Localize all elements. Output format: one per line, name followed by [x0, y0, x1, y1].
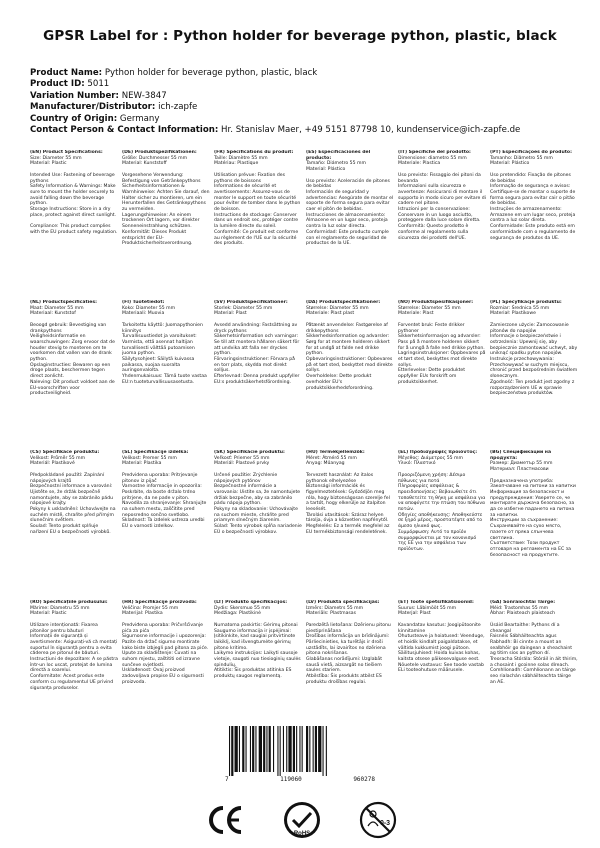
info-value: 5011 [87, 79, 110, 90]
ce-mark-icon [205, 800, 245, 844]
barcode-digit-group: 119060 [280, 776, 302, 783]
spec-heading: (GA) Sonraíochtaí Táirge: [490, 600, 556, 605]
barcode-bar [259, 726, 262, 772]
spec-heading: (LT) Produkto specifikacijos: [214, 600, 288, 605]
barcode-bar [269, 726, 271, 772]
barcode-bar [318, 726, 321, 772]
barcode-digits [225, 776, 375, 783]
barcode-bar [239, 726, 240, 772]
spec-heading: (NO) Produktspesifikasjoner: [398, 300, 474, 305]
rohs-label: RoHS [293, 831, 311, 837]
spec-text: Velikost: Premer 55 mm Material: Plastika Predvidena uporaba: Pritrjevanje pitonov iz pijač Varnostne informacije in opozorila: Poskrbite, da boste držalo trdno pritrjene, da ne pade v piton. Navodila za shranjevanje: Shranjujte na suhem mestu, zaščitite pred neposredno sončno svetlobo. Skladnost: Ta izdelek ustreza uredbi EU o varnosti izdelkov. [122, 455, 207, 530]
spec-text: Dydis: Skersmuo 55 mm Medžiaga: Plastikinė Numatoma paskirtis: Gėrimų pitonai Saugumo informacija ir įspėjimai: Įsitikinkite, kad saugiai pritvirtinote laikiklį, kad išvengtumėte gėrimų pitono kritimo. Laikymo instrukcijos: Laikyti sausoje vietoje, saugoti nuo tiesioginių saulės spindulių. Atitiktis: Šis produktas atitinka ES produktų saugos reglamentą. [214, 605, 301, 680]
not-for-children-icon [358, 800, 398, 844]
barcode-bar [299, 726, 300, 772]
spec-section [30, 150, 118, 236]
barcode-digit-group: 960278 [353, 776, 375, 783]
info-row [30, 79, 580, 90]
barcode-bar [273, 726, 274, 772]
spec-section [214, 600, 302, 680]
barcode-bar [252, 726, 254, 772]
spec-text: Storlek: Diameter 55 mm Material: Plast Avsedd användning: Fastsättning av dryck pythons Säkerhetsinformation och varningar: Se till att montera hållaren säkert för att undvika att falla ner dryckes python. Förvaringsinstruktioner: Förvara på en torr plats, skydda mot direkt solljus. Efterlevnad: Denna produkt uppfyller EU:s produktsäkerhetsförordning. [214, 305, 300, 385]
barcode-bar [296, 726, 297, 772]
barcode-bar [280, 726, 281, 776]
barcode-bar [235, 726, 238, 772]
compliance-marks [0, 800, 600, 844]
barcode-bar [246, 726, 247, 772]
barcode-bar [302, 726, 303, 772]
info-label: Contact Person & Contact Information: [30, 125, 219, 136]
spec-section [490, 450, 578, 558]
spec-section [306, 300, 394, 391]
spec-section [490, 300, 578, 397]
spec-heading: (HU) Termékjellemzők: [306, 450, 365, 455]
info-value: Hr. Stanislav Maer, +49 5151 87798 10, kundenservice@ich-zapfe.de [221, 125, 521, 136]
spec-section [398, 300, 486, 386]
spec-text: Veličina: Promjer 55 mm Materijal: Plastika Predviđena uporaba: Pričvršćivanje pića za pića Sigurnosne informacije i upozorenja: Pazite da držač sigurno montirate kako biste izbjegli pad pitona za piće. Upute za skladištenje: Čuvati na suhom mjestu, zaštititi od izravne sunčeve svjetlosti. Usklađenost: Ovaj proizvod zadovoljava propise EU o sigurnosti proizvoda. [122, 605, 209, 685]
barcode-bar [293, 726, 295, 772]
spec-heading: (BG) Спецификации на продукта: [490, 450, 552, 461]
spec-section [306, 450, 394, 536]
barcode-bar [326, 726, 327, 776]
spec-section [214, 300, 302, 386]
spec-text: Méret: Átmérő 55 mm Anyag: Műanyag Tervezett használat: Az italos pythonok elhelyezése Biztonsági információk és figyelmeztetések: Győződjön meg róla, hogy biztonságosan szerelje fel a tartót, hogy elkerülje az italpiton leesését. Tárolási utasítások: Száraz helyen tárolja, óvja a közvetlen napfénytől. Megfelelés: Ez a termék megfelel az EU termékbiztonsági rendeletének. [306, 455, 390, 535]
info-row [30, 102, 580, 113]
spec-text: Koko: Diameter 55 mm Materiaali: Muovia Tarkoitettu käyttö: Juomapythonien kiinnitys Turvallisuustiedot ja varoitukset: Varmista, että asennat haltijan turvallisesti välttää putoamisen juoma python. Säilytysohjeet: Säilytä kuivassa paikassa, suojaa suoralta auringonvalolta. Yhdenmukaisuus: Tämä tuote vastaa EU:n tuoteturvallisuusasetusta. [122, 305, 207, 385]
info-row [30, 114, 580, 125]
spec-heading: (SL) Specifikacije izdelka: [122, 450, 189, 455]
spec-heading: (DA) Produktspecifikationer: [306, 300, 381, 305]
spec-heading: (ET) Toote spetsifikatsioonid: [398, 600, 474, 605]
info-value: Germany [119, 113, 160, 124]
spec-heading: (DE) Produktspezifikationen: [122, 150, 197, 155]
spec-heading: (PL) Specyfikacje produktu: [490, 300, 562, 305]
spec-heading: (EN) Product Specifications: [30, 150, 103, 155]
age-warning-label: 0-3 [379, 820, 391, 827]
barcode-bar [266, 726, 267, 772]
barcode-bar [283, 726, 284, 772]
rohs-icon [282, 800, 322, 844]
spec-heading: (EL) Προδιαγραφές προϊόντος: [398, 450, 478, 455]
spec-heading: (ES) Especificaciones del producto: [306, 150, 371, 161]
spec-heading: (LV) Produkta specifikācijas: [306, 600, 380, 605]
barcode-bar [288, 726, 291, 772]
spec-heading: (IT) Specifiche del prodotto: [398, 150, 471, 155]
spec-text: Size: Diameter 55 mm Material: Plastic Intended Use: Fastening of beverage pythons Safety Information & Warnings: Make sure to mount the holder securely to avoid falling down the beverage python. Storage Instructions: Store in a dry place, protect against direct sunlight. Compliance: This product complies with the EU product safety regulation. [30, 155, 118, 235]
spec-section [398, 150, 486, 241]
spec-text: Veľkosť: Priemer 55 mm Materiál: Plastové prvky Určené použitie: Zrýchlenie nápojových pytónov Bezpečnostné informácie a varovania: Uistite sa, že namontujete držiak bezpečne, aby sa zabránilo pádu nápoja python. Pokyny na skladovanie: Uchovávajte na suchom mieste, chráňte pred priamym slnečným žiarením. Súlad: Tento výrobok spĺňa nariadenie EÚ o bezpečnosti výrobkov. [214, 455, 302, 535]
info-row [30, 125, 580, 136]
spec-section [490, 600, 578, 686]
spec-text: Taille: Diamètre 55 mm Matériau: Plastique Utilisation prévue: Fixation des pythons de boissons Informations de sécurité et avertissements: Assurez-vous de monter le support en toute sécurité pour éviter de tomber dans le python de boisson. Instructions de stockage: Conserver dans un endroit sec, protéger contre la lumière directe du soleil. Conformité: Ce produit est conforme au règlement de l'UE sur la sécurité des produits. [214, 155, 301, 247]
info-row [30, 91, 580, 102]
info-label: Country of Origin: [30, 113, 118, 124]
barcode-bar [255, 726, 256, 772]
spec-text: Velikost: Průměr 55 mm Materiál: Plastikové Předpokládané použití: Zapínání nápojových krajtů Bezpečnostní informace a varování: Ujistěte se, že držák bezpečně namontujete, aby se zabránilo pádu nápojové krajty. Pokyny k uskladnění: Uchovávejte na suchém místě, chraňte před přímým slunečním světlem. Soulad: Tento produkt splňuje nařízení EU o bezpečnosti výrobků. [30, 455, 116, 535]
barcode-bar [277, 726, 278, 776]
spec-section [30, 600, 118, 691]
spec-text: Méid: Trastomhas 55 mm Ábhar: Plaisteach plaisteach Úsáid Beartaithe: Pythons dí a cheangal Faisnéis Sábháilteachta agus Rabhadh: Bí cinnte a mount an sealbhóir go daingean a sheachaint ag titim síos an python dí. Treoracha Stórála: Stóráil in áit thirim, a chosaint i gcoinne solas díreach. Comhlíonadh: Comhlíonann an táirge seo rialachán sábháilteachta táirge an AE. [490, 605, 578, 685]
ce-mark-label: CE [205, 800, 207, 801]
spec-heading: (RO) Specificațiile produsului: [30, 600, 108, 605]
barcode-bar [306, 726, 308, 772]
info-value: ich-zapfe [158, 102, 198, 113]
barcode-digit-group: 7 [225, 776, 229, 783]
barcode-bar [242, 726, 244, 772]
barcode-bar [229, 726, 230, 776]
spec-heading: (SV) Produktspecifikationer: [214, 300, 288, 305]
spec-heading: (CS) Specifikace produktu: [30, 450, 100, 455]
info-label: Product Name: [30, 68, 103, 78]
barcode-bar [313, 726, 314, 772]
info-label: Product ID: [30, 79, 85, 90]
spec-heading: (FR) Spécifications du produit: [214, 150, 294, 155]
info-row [30, 68, 580, 79]
info-value: Python holder for beverage python, plastic, black [104, 68, 318, 78]
spec-section [490, 150, 578, 241]
spec-section [122, 150, 210, 247]
barcode-bar [315, 726, 317, 772]
barcode-bar [263, 726, 265, 772]
spec-text: Izmērs: Diametrs 55 mm Materiāls: Plastmasas Paredzētā lietošana: Dzērienu pitonu piestiprināšana Drošības informācija un brīdinājumi: Pārliecinieties, ka turētājs ir droši uzstādīts, lai izvairītos no dzēriena pitona nokrišanas. Glabāšanas norādījumi: Uzglabāt sausā vietā, aizsargāt no tiešiem saules stariem. Atbilstība: Šis produkts atbilst ES produktu drošības regulai. [306, 605, 391, 685]
info-label: Manufacturer/Distributor: [30, 102, 156, 113]
spec-heading: (PT) Especificações do produto: [490, 150, 572, 155]
barcode-bar [323, 726, 324, 776]
barcode-bar [286, 726, 287, 772]
spec-text: Tamanho: Diâmetro 55 mm Material: Plástico Uso pretendido: Fixação de pítones de bebidas Informação de segurança e avisos: Certifique-se de montar o suporte de forma segura para evitar cair o pitão de bebidas. Instruções de armazenamento: Armazene em um lugar seco, proteja contra a luz solar direta. Conformidade: Este produto está em conformidade com o regulamento de segurança de produtos da UE. [490, 155, 576, 241]
spec-text: Rozmiar: Średnica 55 mm Materiał: Plastikowe Zamierzone użycie: Zamocowanie pitonów do napojów Informacje o bezpieczeństwie i ostrzeżenia: Upewnij się, aby bezpiecznie zamontować uchwyt, aby uniknąć spadku pyton napojów. Instrukcje przechowywania: Przechowywać w suchym miejscu, chronić przed bezpośrednim światłem słonecznym. Zgodność: Ten produkt jest zgodny z rozporządzeniem UE w sprawie bezpieczeństwa produktów. [490, 305, 578, 397]
spec-section [122, 450, 210, 530]
spec-text: Maat: Diameter 55 mm Materiaal: Kunststof Beoogd gebruik: Bevestiging van drankpythons Veiligheidsinformatie en waarschuwingen: Zorg ervoor dat de houder stevig te monteren om te voorkomen dat vallen van de drank python. Opslaginstructies: Bewaren op een droge plaats, beschermen tegen direct zonlicht. Naleving: Dit product voldoet aan de EU-voorschriften voor productveiligheid. [30, 305, 115, 397]
info-label: Variation Number: [30, 90, 119, 101]
spec-heading: (NL) Productspecificaties: [30, 300, 97, 305]
spec-heading: (SK) Špecifikácie produktu: [214, 450, 285, 455]
spec-text: Größe: Durchmesser 55 mm Material: Kunststoff Vorgesehene Verwendung: Befestigung von Getränkepythons Sicherheitsinformationen & Warnhinweise: Achten Sie darauf, den Halter sicher zu montieren, um ein Herunterfallen des Getränkepythons zu vermeiden. Lagerungshinweise: An einem trockenen Ort lagern, vor direkter Sonneneinstrahlung schützen. Konformität: Dieses Produkt entspricht der EU-Produktsicherheitsverordnung. [122, 155, 210, 247]
spec-text: Mărime: Diametru 55 mm Material: Plastic Utilizare intenționată: Fixarea pitonilor pentru băuturi Informații de siguranță și avertismente: Asigurați-vă că montați suportul în siguranță pentru a evita căderea pe pitonul de băuturi. Instrucțiuni de depozitare: A se păstra într-un loc uscat, protejat de lumina directă a soarelui. Conformitate: Acest produs este conform cu regulamentul UE privind siguranța produselor. [30, 605, 118, 691]
spec-text: Suurus: Läbimõõt 55 mm Materjal: Plast Kavandatav kasutus: Joogipütoonite kinnitamine Ohutusteave ja hoiatused: Veenduge, et hoidik kindlalt paigaldatakse, et vältida kukkumist joogi pütoon. Säilitusjuhised: Hoida kuivas kohas, kaitsta otsese päikesevalguse eest. Nõuetele vastavus: See toode vastab ELi tooteohutuse määrusele. [398, 605, 485, 674]
barcode-bar [250, 726, 251, 772]
spec-section [214, 150, 302, 247]
spec-section [122, 300, 210, 386]
spec-text: Dimensione: diametro 55 mm Materiale: Plastica Uso previsto: Fissaggio dei pitoni da bevanda Informazioni sulla sicurezza e avvertenze: Assicurarsi di montare il supporto in modo sicuro per evitare di cadere nel pitone. Istruzioni per la conservazione: Conservare in un luogo asciutto, proteggere dalla luce solare diretta. Conformità: Questo prodotto è conforme al regolamento sulla sicurezza dei prodotti dell'UE. [398, 155, 486, 241]
spec-text: Μέγεθος: Διάμετρος 55 mm Υλικό: Πλαστικό Προοριζόμενη χρήση: Δέσιμο πύθωνες για ποτά Πληροφορίες ασφάλειας & προειδοποιήσεις: Βεβαιωθείτε ότι τοποθετείτε τη θήκη με ασφάλεια για να αποφύγετε την πτώση του πύθωνα ποτών. Οδηγίες αποθήκευσης: Αποθηκεύστε σε ξηρό μέρος, προστατέψτε από το άμεσο ηλιακό φως. Συμμόρφωση: Αυτό το προϊόν συμμορφώνεται με τον κανονισμό της ΕΕ για την ασφάλεια των προϊόντων. [398, 455, 486, 552]
barcode-bar [309, 726, 310, 772]
product-info [30, 68, 580, 136]
spec-text: Tamaño: Diámetro 55 mm Material: Plástico Uso previsto: Aceleración de pitones de bebidas Información de seguridad y advertencias: Asegúrate de montar el soporte de forma segura para evitar caer el pitón de bebidas. Instrucciones de almacenamiento: Almacene en un lugar seco, proteja contra la luz solar directa. Conformidad: Este producto cumple con el reglamento de seguridad de productos de la UE. [306, 161, 394, 247]
spec-heading: (FI) Tuotetiedot: [122, 300, 165, 305]
spec-section [30, 450, 118, 536]
spec-text: Størrelse: Diameter 55 mm Materiale: Plast Forventet bruk: Feste drikker pythoner Sikkerhetsinformasjon og advarsler: Pass på å montere holderen sikkert for å unngå å falle ned drikke python. Lagringsinstruksjoner: Oppbevares på et tørt sted, beskyttes mot direkte sollys. Etterlevelse: Dette produktet oppfyller EUs forskrift om produktsikkerhet. [398, 305, 486, 385]
spec-heading: (HR) Specifikacije proizvoda: [122, 600, 197, 605]
spec-section [214, 450, 302, 536]
spec-section [398, 600, 486, 674]
barcode-bar [231, 726, 233, 776]
spec-section [30, 300, 118, 397]
spec-section [122, 600, 210, 686]
spec-text: Størrelse: Diameter 55 mm Materiale: Plast plast Påtænkt anvendelse: Fastgørelse af drikkepythons Sikkerhedsinformation og advarsler: Sørg for at montere holderen sikkert for at undgå at falde ned drikke python. Opbevaringsinstruktioner: Opbevares på et tørt sted, beskyttet mod direkte sollys. Overholdelse: Dette produkt overholder EU's produktsikkerhedsforordning. [306, 305, 393, 391]
info-value: NEW-3847 [121, 90, 167, 101]
spec-text: Размер: Диаметър 55 mm Материал: Пластмасови Предназначена употреба: Закопчаване на питони за напитки Информация за безопасност и предупреждения: Уверете се, че монтирате държача безопасно, за да се избегне падането на питона за напитки. Инструкции за съхранение: Съхранявайте на сухо място, пазете от пряка слънчева светлина. Съответствие: Този продукт отговаря на регламента на ЕС за безопасност на продуктите. [490, 461, 576, 558]
spec-section [306, 150, 394, 247]
page-title: GPSR Label for : Python holder for beverage python, plastic, black [43, 28, 557, 44]
spec-section [306, 600, 394, 686]
barcode-icon [225, 726, 375, 776]
spec-section [398, 450, 486, 553]
